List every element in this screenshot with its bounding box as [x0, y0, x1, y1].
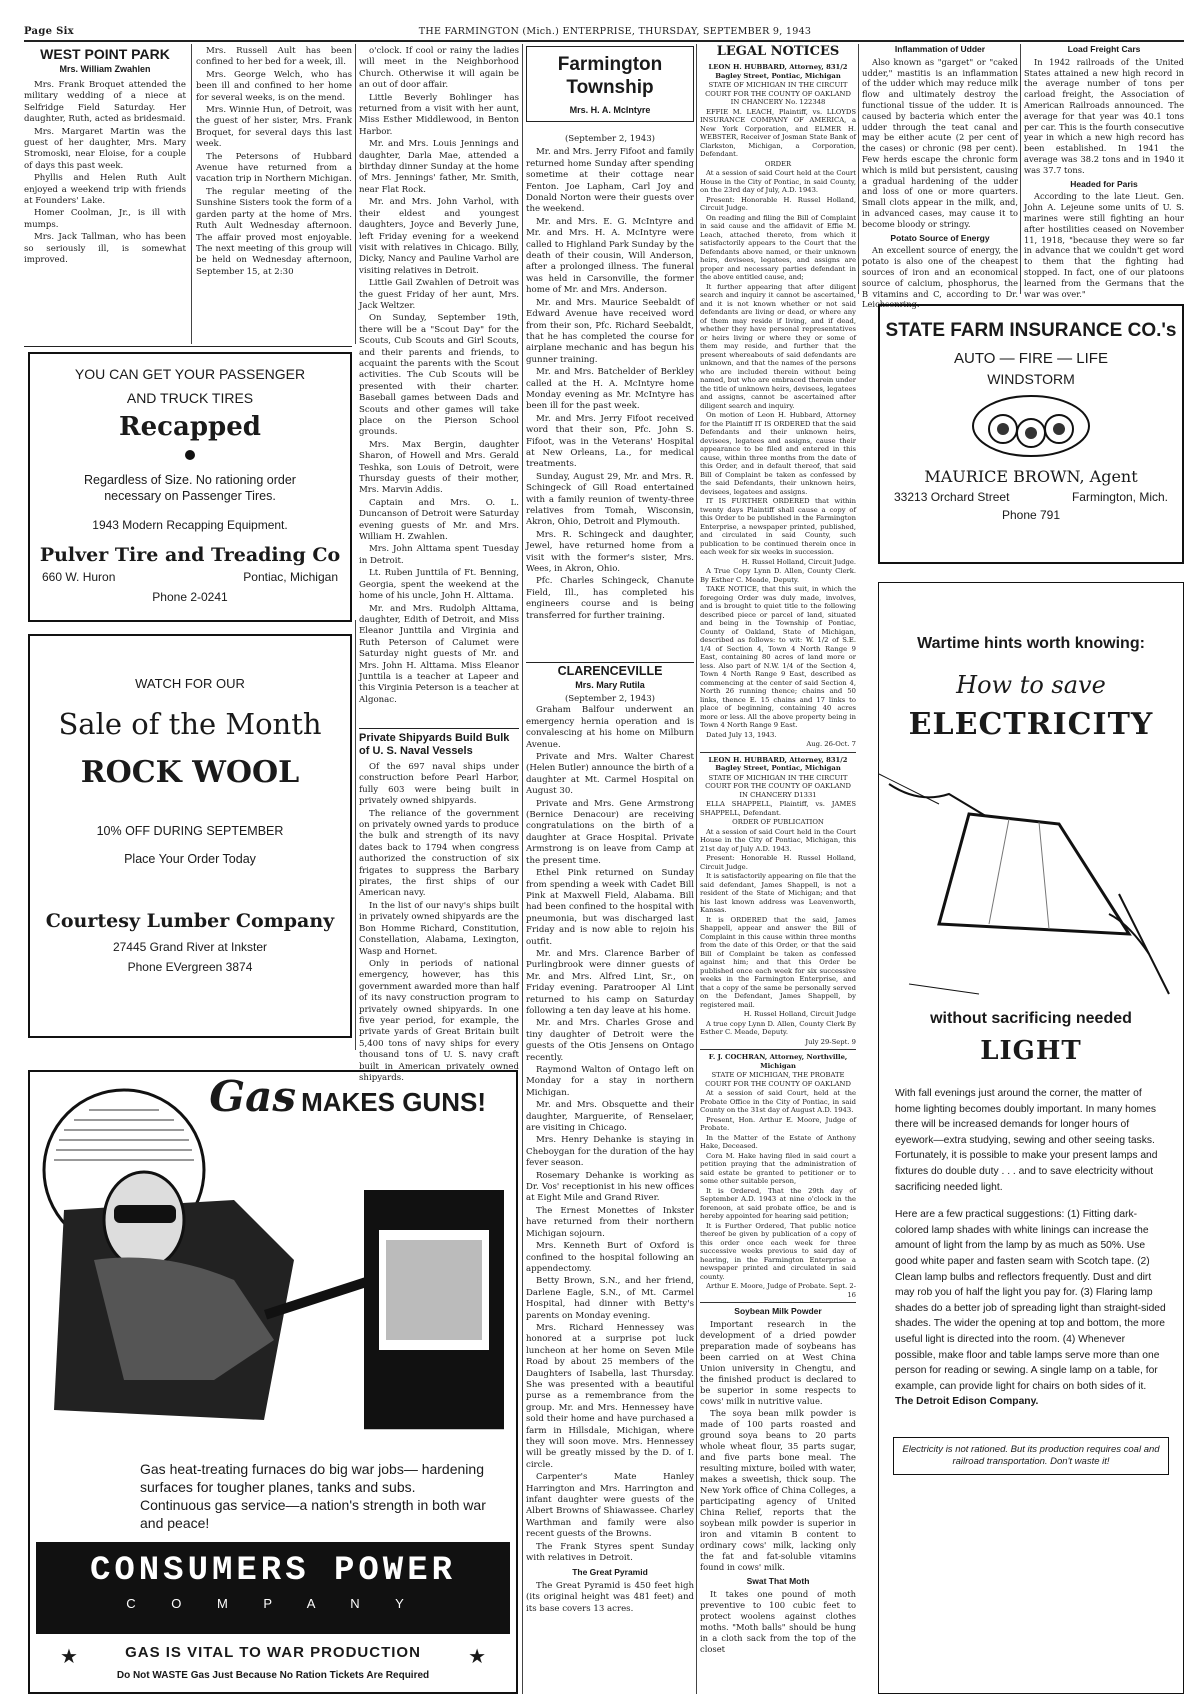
tires-city: Pontiac, Michigan	[243, 570, 338, 584]
insurance-phone: Phone 791	[1001, 508, 1061, 522]
udder-article	[862, 44, 1018, 310]
paragraph: Mr. and Mrs. Jerry Fifoot received word that their son, Pfc. John S. Fifoot, was in the Veterans' Hospital at New Orleans, La., for medical treatments.	[526, 413, 694, 470]
legal-line: At a session of said Court, held at the Probate Office in the City of Pontiac, in said County on the 31st day of August A.D. 1943.	[700, 1089, 856, 1114]
west-point-column-3	[359, 46, 519, 734]
lumber-product: ROCK WOOL	[80, 755, 300, 790]
paragraph: Mr. and Mrs. Louis Jennings and daughter, Darla Mae, attended a birthday dinner Sunday at the home of Mrs. Jennings' father, Mr. Smith, near Flat Rock.	[359, 139, 519, 195]
edison-paragraph-1: With fall evenings just around the corner, the matter of home lighting becomes doubly important. In many homes there will be increased demands for longer hours of eyework—extra studying, sewing and other seeing tasks. Fortunately, it is possible to make your present lamps and fixtures do double duty . . . and to save electricity without sacrificing needed light.	[895, 1088, 1158, 1193]
column-rule	[522, 44, 523, 1694]
star-icon: ★	[60, 1644, 78, 1668]
legal-line: F. J. COCHRAN, Attorney, Northville, Michigan	[708, 1053, 848, 1070]
clarenceville-title: CLARENCEVILLE	[557, 664, 663, 678]
edison-paragraph-2: Here are a few practical suggestions: (1) Fitting dark-colored lamp shades with white linings can increase the amount of light from the lamp by as much as 50%. Use good white paper and fasten seam with Scotch tape. (2) Clean lamp bulbs and reflectors frequently. Dust and dirt may rob you of half the light you pay for. (3) Flaring lamp shades do a better job of spreading light than straight-sided shades. The wider the opening at top and bottom, the more useful light is directed into the room. (4) Whenever possible, make floor and table lamps serve more than one person for reading or sewing. A single lamp on a table, for example, can provide light for chairs on both sides of it.	[895, 1209, 1166, 1392]
legal-line: Dated July 13, 1943.	[706, 730, 777, 739]
paragraph: Important research in the development of a dried powder preparation made of soybeans has been carried on at West China Union university in Chengtu, and the finished product is declared to be superior in some respects to cows' milk in nutritive value.	[700, 1319, 856, 1406]
column-rule	[355, 620, 356, 1050]
paragraph: Mrs. Winnie Hun, of Detroit, was the guest of her sister, Mrs. Frank Broquet, for several days this last week.	[196, 105, 352, 150]
legal-line: Present: Honorable H. Russel Holland, Circuit Judge.	[700, 195, 856, 212]
paragraph: Mrs. Kenneth Burt of Oxford is confined to the hospital following an appendectomy.	[526, 1241, 694, 1274]
tires-line-2: AND TRUCK TIRES	[126, 390, 254, 406]
legal-line: STATE OF MICHIGAN, THE PROBATE COURT FOR THE COUNTY OF OAKLAND	[705, 1071, 851, 1088]
page-number: Page Six	[24, 26, 74, 37]
legal-title: LEGAL NOTICES	[716, 44, 840, 59]
legal-notice-3	[700, 1053, 856, 1299]
paragraph: Mrs. George Welch, who has been ill and confined to her home for several weeks, is on the mend.	[196, 69, 352, 103]
legal-line: Present, Hon. Arthur E. Moore, Judge of Probate.	[700, 1115, 856, 1132]
legal-line: ORDER OF PUBLICATION	[732, 818, 824, 826]
paragraph: On Sunday, September 19th, there will be a "Scout Day" for the Scouts, Cub Scouts and Girl Scouts, and their parents and friends, to acquaint the parents with the Scout activities. The Cub Scouts will be presented with their charter. Baseball games between Dads and Scouts and other games will take place on the Pierson School grounds.	[359, 313, 519, 438]
legal-line: LEON H. HUBBARD, Attorney, 831/2 Bagley Street, Pontiac, Michigan	[708, 63, 848, 80]
column-rule	[858, 44, 859, 294]
legal-line: LEON H. HUBBARD, Attorney, 831/2 Bagley Street, Pontiac, Michigan	[708, 755, 848, 772]
paragraph: Mrs. John Alttama spent Tuesday in Detroit.	[359, 544, 519, 566]
insurance-address-row	[880, 486, 1182, 504]
column-rule	[696, 44, 697, 1694]
paragraph: Mr. and Mrs. Maurice Seebaldt of Edward Avenue have received word from their son, Pfc. Richard Seebaldt, that he has completed the course for airplane mechanic and has begun his gunner training.	[526, 297, 694, 365]
tires-ad	[28, 352, 352, 622]
paragraph: The Frank Styres spent Sunday with relatives in Detroit.	[526, 1541, 694, 1564]
consumers-power-banner	[36, 1542, 510, 1634]
legal-line: H. Russel Holland, Circuit Judge.	[741, 557, 856, 566]
legal-notice-1	[700, 63, 856, 749]
paragraph: Homer Coolman, Jr., is ill with mumps.	[24, 208, 186, 230]
paragraph: Mrs. Henry Dehanke is staying in Cheboygan for the duration of the hay fever season.	[526, 1135, 694, 1169]
section-rule	[526, 662, 694, 663]
lumber-order: Place Your Order Today	[124, 852, 256, 866]
column-rule	[191, 44, 192, 344]
paragraph: An excellent source of energy, the potato is also one of the cheapest sources of iron and an economical source of calcium, phosphorus, the B vitamins and C, according to Dr. Leichsenring.	[862, 245, 1018, 310]
paragraph: Only in periods of national emergency, however, has this government awarded more than half of its navy construction program to privately owned shipyards. In one five year period, for example, the private yards of Great Britain built 5,400 tons of navy ships for every thousand tons of U. S. navy craft built in American privately owned shipyards.	[359, 958, 519, 1083]
freight-title: Load Freight Cars	[1067, 44, 1141, 54]
insurance-lines: AUTO — FIRE — LIFE	[954, 350, 1108, 367]
west-point-body	[24, 80, 186, 267]
paragraph: Rosemary Dehanke is working as Dr. Vos' receptionist in his new offices at Eight Mile and Grand River.	[526, 1170, 694, 1204]
paragraph: Mr. and Mrs. Rudolph Alttama, daughter, Edith of Detroit, and Miss Eleanor Junttila and Virginia and Ruth Peterson of Calumet were Saturday night guests of Mr. and Mrs. John H. Alttama. Miss Eleanor Junttila is a teacher at Lapeer and this Virginia Peterson is a teacher at Algonac.	[359, 603, 519, 705]
legal-line: Present: Honorable H. Russel Holland, Circuit Judge.	[700, 854, 856, 871]
pyramid-text: The Great Pyramid is 450 feet high (its original height was 481 feet) and its base covers 13 acres.	[526, 1580, 694, 1614]
gas-body: Gas heat-treating furnaces do big war jobs— hardening surfaces for tougher planes, tanks and subs. Continuous gas service—a nation's strength in both war and peace!	[140, 1461, 486, 1531]
legal-line: It is Further Ordered, That public notice thereof be given by publication of a copy of this order once each week for three successive weeks previous to said day of hearing, in the Farmington Enterprise a newspaper printed and circulated in said county.	[700, 1221, 856, 1281]
paragraph: The regular meeting of the Sunshine Sisters took the form of a garden party at the home of Mrs. Ruth Ault Wednesday afternoon. The affair proved most enjoyable. The next meeting of this group will be held on Wednesday afternoon, September 15, at 2:30	[196, 186, 352, 277]
soybean-title: Soybean Milk Powder	[734, 1306, 822, 1316]
paragraph: Mrs. Richard Hennessey was honored at a surprise pot luck luncheon at her home on Seven Mile Road by about 25 members of the Daughters of Isabella, last Thursday. She was presented with a beautiful purse as a remembrance from the group. Mr. and Mrs. Hennessey have sold their home and have purchased a farm in Hillsdale, Michigan, where they will soon move. Mrs. Hennessey will be greatly missed by the D. of I. circle.	[526, 1322, 694, 1470]
legal-notice-2	[700, 756, 856, 1047]
legal-notices	[700, 44, 856, 1700]
bullet-icon	[185, 450, 195, 460]
paragraph: Graham Balfour underwent an emergency hernia operation and is convalescing at his home on Milburn Avenue.	[526, 705, 694, 750]
paragraph: Mrs. Margaret Martin was the guest of her daughter, Mrs. Mary Stromoski, near Eloise, for a couple of days this past week.	[24, 126, 186, 171]
legal-line: On motion of Leon H. Hubbard, Attorney for the Plaintiff IT IS ORDERED that the said Defendants and their unknown heirs, devisees, legatees and assigns, cause their appearance to be filed and entered in this cause, within three months from the date of this Order, and in default thereof, that said Bill of Complaint be taken as confessed by the said Defendants, their unknown heirs, devisees, legatees and assigns.	[700, 411, 856, 496]
paragraph: Betty Brown, S.N., and her friend, Darlene Eagle, S.N., of Mt. Carmel Hospital, had dinner with Betty's parents on Monday evening.	[526, 1276, 694, 1321]
paragraph: o'clock. If cool or rainy the ladies will meet in the Neighborhood Church. Otherwise it will again be an out of door affair.	[359, 46, 519, 91]
legal-divider	[700, 752, 856, 753]
paragraph: Mr. and Mrs. Jerry Fifoot and family returned home Sunday after spending sometime at their cottage near Fenton. Joe Lapham, Carl Joy and Donald Norton were their guests over the weekend.	[526, 147, 694, 215]
paragraph: Sunday, August 29, Mr. and Mrs. R. Schingeck of Gill Road entertained with a family reunion of twenty-three relatives from Tomah, Wisconsin, Akron, Ohio, Detroit and Plymouth.	[526, 471, 694, 528]
lumber-company: Courtesy Lumber Company	[45, 910, 335, 932]
freight-article	[1024, 44, 1184, 299]
paragraph: Mrs. Russell Ault has been confined to her bed for a week, ill.	[196, 46, 352, 68]
makes-guns: MAKES GUNS!	[301, 1087, 486, 1117]
paragraph: Mr. and Mrs. E. G. McIntyre and Mr. and Mrs. H. A. McIntyre were called to Highland Park Sunday by the death of their cousin, Will Anderson, after a prolonged illness. The funeral was held in Carsonville, the former home of Mr. and Mrs. Anderson.	[526, 216, 694, 296]
legal-line: It is ORDERED that the said, James Shappell, appear and answer the Bill of Complaint in this cause within three months from the date of this Order, or that the said Bill of Complaint be taken as confessed against him; and that this Order be published once each week for six successive weeks in the Farmington Enterprise, and that a copy of the same be personally served on the Defendant, James Shappell, by registered mail.	[700, 915, 856, 1009]
west-point-column-2	[196, 46, 352, 342]
tires-rationing: Regardless of Size. No rationing order necessary on Passenger Tires.	[84, 473, 296, 503]
insurance-title: STATE FARM INSURANCE CO.'s	[885, 320, 1177, 341]
paragraph: Private and Mrs. Walter Charest (Helen Butler) announce the birth of a daughter at Mt. Carmel Hospital on August 30.	[526, 752, 694, 797]
tires-phone: Phone 2-0241	[152, 590, 228, 604]
star-icon: ★	[468, 1644, 486, 1668]
legal-line: At a session of said Court held at the Court House in the City of Pontiac, in said County, on the 23rd day of July, A.D. 1943.	[700, 169, 856, 194]
paragraph: Mrs. Frank Broquet attended the military wedding of a niece at Selfridge Field Saturday. Her daughter, Ruth, acted as bridesmaid.	[24, 80, 186, 125]
paragraph: In the list of our navy's ships built in privately owned shipyards are the Bon Homme Richard, Constitution, Constellation, Alabama, Lexington, Wasp and Hornet.	[359, 900, 519, 957]
paragraph: Mr. and Mrs. John Varhol, with their eldest and youngest daughters, Joyce and Beverly June, left Friday evening for a weekend visit with relatives in Chicago. Billy, Dicky, Nancy and Pauline Varhol are visiting relatives in Detroit.	[359, 197, 519, 276]
column-rule	[1020, 44, 1021, 294]
state-farm-ad	[878, 304, 1184, 564]
legal-line: ORDER	[764, 159, 792, 168]
state-farm-logo	[971, 393, 1091, 459]
legal-line: It is satisfactorily appearing on file that the said defendant, James Shappell, is not a resident of the State of Michigan; and that his last known address was Leavenworth, Kansas.	[700, 872, 856, 914]
legal-line: ELLA SHAPPELL, Plaintiff, vs. JAMES SHAPPELL, Defendant.	[700, 800, 856, 817]
paragraph: Mr. and Mrs. Batchelder of Berkley called at the H. A. McIntyre home Monday evening as Mr. McIntyre has been ill for the past week.	[526, 367, 694, 412]
brand-company: C O M P A N Y	[126, 1596, 420, 1611]
paragraph: Mrs. R. Schingeck and daughter, Jewel, have returned home from a visit with the former's sister, Mrs. Wees, in Akron, Ohio.	[526, 529, 694, 575]
paragraph: Phyllis and Helen Ruth Ault enjoyed a weekend trip with friends at Founders' Lake.	[24, 173, 186, 207]
potato-title: Potato Source of Energy	[890, 232, 990, 243]
gas-worker-illustration	[34, 1080, 514, 1450]
paragraph: Pfc. Charles Schingeck, Chanute Field, Ill., has completed his engineers course and is being transferred for further training.	[526, 576, 694, 621]
legal-line: Aug. 26-Oct. 7	[806, 740, 856, 748]
legal-line: A True Copy Lynn D. Allen, County Clerk. By Esther C. Meade, Deputy.	[700, 567, 856, 584]
paragraph: The Ernest Monettes of Inkster have returned from their northern Michigan sojourn.	[526, 1205, 694, 1239]
township-title: Farmington Township	[557, 54, 663, 98]
west-point-column-1	[24, 46, 186, 346]
west-point-byline: Mrs. William Zwahlen	[59, 64, 151, 74]
header-rule	[24, 40, 1184, 42]
column-rule	[355, 44, 356, 344]
paragraph: Lt. Ruben Junttila of Ft. Benning, Georgia, spent the weekend at the home of his uncle, John H. Alttama.	[359, 568, 519, 602]
township-byline: Mrs. H. A. McIntyre	[569, 105, 651, 115]
tires-equipment: 1943 Modern Recapping Equipment.	[92, 518, 288, 532]
paragraph: Captain and Mrs. O. L. Duncanson of Detroit were Saturday evening guests of Mr. and Mrs. William H. Zwahlen.	[359, 497, 519, 543]
clarenceville-dateline: (September 2, 1943)	[564, 694, 656, 704]
edison-without: without sacrificing needed	[930, 1010, 1132, 1027]
tires-recapped: Recapped	[119, 412, 261, 442]
lumber-watch: WATCH FOR OUR	[135, 676, 245, 691]
gas-word: Gas	[209, 1072, 296, 1121]
paragraph: Little Beverly Bohlinger has returned from a visit with her aunt, Miss Esther Middlewood, in Benton Harbor.	[359, 92, 519, 137]
paragraph: The reliance of the government on privately owned yards to produce the bulk and strength of its navy dates back to 1794 when congress authorized the construction of six frigates to suppress the Barbary pirates, the first ships of our American navy.	[359, 808, 519, 899]
detroit-edison-ad	[878, 582, 1184, 1694]
insurance-address: 33213 Orchard Street	[894, 490, 1010, 504]
shipyards-title: Private Shipyards Build Bulk of U. S. Naval Vessels	[359, 732, 510, 757]
paragraph: It takes one pound of moth preventive to 100 cubic feet to protect woolens against clothes moths. "Moth balls" should be hung in a cloth sack from the top of the closet	[700, 1589, 856, 1654]
legal-line: In the Matter of the Estate of Anthony Hake, Deceased.	[700, 1133, 856, 1150]
paragraph: Private and Mrs. Gene Armstrong (Bernice Denacour) are receiving congratulations on the birth of a daughter at Grace Hospital. Private Armstrong is on leave from Camp at the present time.	[526, 798, 694, 866]
paragraph: Ethel Pink returned on Sunday from spending a week with Cadet Bill Pink at Maxwell Field, Alabama. Bill had been confined to the hospital with pneumonia, but was discharged last Friday and is now able to rejoin his outfit.	[526, 868, 694, 947]
lumber-discount: 10% OFF DURING SEPTEMBER	[96, 824, 284, 838]
legal-line: At a session of said Court held in the Court House in the City of Pontiac, Michigan, this 21st day of July A.D. 1943.	[700, 827, 856, 853]
legal-divider	[700, 1302, 856, 1303]
paragraph: Carpenter's Mate Hanley Harrington and Mrs. Harrington and infant daughter were guests of the Albert Browns of Shiawassee. Charley Warthman and family were also recent guests of the Browns.	[526, 1472, 694, 1540]
lamp-shade-illustration	[879, 754, 1185, 1004]
west-point-title: WEST POINT PARK	[40, 46, 170, 62]
brand-name: CONSUMERS POWER	[89, 1552, 457, 1590]
lumber-address: 27445 Grand River at Inkster	[112, 940, 268, 954]
lumber-ad	[28, 634, 352, 1038]
lumber-phone: Phone EVergreen 3874	[127, 960, 253, 974]
legal-line: July 29-Sept. 9	[805, 1037, 856, 1046]
township-title-box	[526, 46, 694, 122]
edison-howto: How to save	[956, 671, 1106, 699]
clarenceville-article	[526, 664, 694, 1700]
pyramid-title: The Great Pyramid	[572, 1567, 648, 1578]
paragraph: Mrs. Max Bergin, daughter Sharon, of Howell and Mrs. Gerald Teshka, son Louis of Detroit, were Thursday guests of their mother, Mrs. Marvin Addis.	[359, 439, 519, 496]
legal-line: Arthur E. Moore, Judge of Probate. Sept. 2-16	[706, 1282, 856, 1299]
legal-divider	[700, 1049, 856, 1050]
paragraph: Raymond Walton of Ontago left on Monday for a stay in northern Michigan.	[526, 1065, 694, 1098]
township-dateline: (September 2, 1943)	[564, 134, 656, 144]
legal-line: It is Ordered, That the 29th day of September A.D. 1943 at nine o'clock in the forenoon, at said probate office, be and is hereby appointed for hearing said petition;	[700, 1186, 856, 1220]
tires-address-row	[30, 566, 350, 584]
edison-note: Electricity is not rationed. But its production requires coal and railroad transportation. Don't waste it!	[893, 1437, 1169, 1475]
insurance-city: Farmington, Mich.	[1071, 490, 1168, 504]
soybean-article	[700, 1306, 856, 1655]
legal-line: H. Russel Holland, Circuit Judge	[743, 1010, 856, 1018]
section-rule	[24, 346, 352, 347]
legal-line: TAKE NOTICE, that this suit, in which the foregoing Order was duly made, involves, and is brought to quiet title to the following described piece or parcel of land, situated and being in the Township of Pontiac, County of Oakland, State of Michigan, described as follows: to wit: W. 1/2 of S.E. 1/4 of Section 4, Town 4 North Range 9 East, containing 80 acres of land more or less. Also part of N.W. 1/4 of the Section 4, Town 4 North Range 9 East, described as commencing at the center of said Section 4, North 26 running thence; chains and 50 links, thence E. 15 chains and 17 links to place of beginning, containing 40 acres more or less. All the above property being in Town 4 North Range 9 East.	[700, 585, 856, 729]
legal-line: STATE OF MICHIGAN IN THE CIRCUIT COURT FOR THE COUNTY OF OAKLAND IN CHANCERY D1331	[705, 773, 851, 799]
legal-line: Cora M. Hake having filed in said court a petition praying that the administration of said estate be granted to petitioner or to some other suitable person,	[700, 1151, 856, 1185]
paragraph: Little Gail Zwahlen of Detroit was the guest Friday of her aunt, Mrs. Jack Weltzer.	[359, 278, 519, 311]
insurance-agent: MAURICE BROWN, Agent	[924, 467, 1138, 486]
legal-line: IT IS FURTHER ORDERED that within twenty days Plaintiff shall cause a copy of this Order to be published in the Farmington Enterprise, a newspaper printed, published, and circulated in said County, such publication to be continued therein once in each week for six weeks in succession.	[700, 497, 856, 556]
paragraph: According to the late Lieut. Gen. John A. Lejeune some units of U. S. marines were still fighting an hour after hostilities ceased on November 11, 1918, "because they were so far in advance that we couldn't get word to them that the fighting had stopped. In fact, one of our platoons learned from the Germans that the war was over."	[1024, 191, 1184, 299]
paragraph: Of the 697 naval ships under construction before Pearl Harbor, fully 603 were being built in privately owned shipyards.	[359, 762, 519, 807]
edison-company: The Detroit Edison Company.	[895, 1396, 1039, 1408]
clarenceville-byline: Mrs. Mary Rutila	[575, 680, 645, 690]
edison-electricity: ELECTRICITY	[908, 707, 1154, 742]
paragraph: Also known as "garget" or "caked udder," mastitis is an inflammation of the udder which may reduce milk flow and ultimately destroy the functional tissue of the udder. It is caused by bacteria which enter the udder through the teat canal and may be either acute (2 per cent of the cases) or chronic (98 per cent). Few herds escape the chronic form which is mild but persistent, causing a gradual hardening of the udder and loss of one or more quarters. Small clots appear in the milk, and, in advanced cases, may cause it to become bloody or stringy.	[862, 56, 1018, 229]
gas-slogan: GAS IS VITAL TO WAR PRODUCTION	[125, 1644, 421, 1661]
insurance-windstorm: WINDSTORM	[987, 371, 1075, 387]
consumers-power-ad	[28, 1070, 518, 1694]
udder-title: Inflammation of Udder	[894, 44, 986, 54]
legal-line: On reading and filing the Bill of Complaint in said cause and the affidavit of Effie M. Leach, attached thereto, from which it satisfactorily appears to the Court that the Defendants above named, or their unknown heirs, devisees, legatees, and assigns are proper and necessary parties defendant in the above entitled cause, and;	[700, 213, 856, 281]
paragraph: In 1942 railroads of the United States attained a new high record in the average number of tons per carload freight, the Association of American Railroads announced. The average for that year was 40.1 tons per car. This is the fourth consecutive year in which a new high record has been established. In 1941 the average was 38.2 tons and in 1940 it was 37.7 tons.	[1024, 56, 1184, 175]
tires-company: Pulver Tire and Treading Co	[39, 544, 341, 566]
paragraph: Mr. and Mrs. Obsquette and their daughter, Marguerite, of Renselaer, are visiting in Chicago.	[526, 1100, 694, 1134]
legal-line: A true copy Lynn D. Allen, County Clerk By Esther C. Meade, Deputy.	[700, 1019, 856, 1036]
paragraph: Mr. and Mrs. Charles Grose and tiny daughter of Detroit were the guests of the Otis Jensens on Ontago recently.	[526, 1018, 694, 1063]
gas-footer: Do Not WASTE Gas Just Because No Ration Tickets Are Required	[116, 1670, 430, 1681]
lumber-sale: Sale of the Month	[58, 707, 322, 741]
paragraph: The Petersons of Hubbard Avenue have returned from a vacation trip in Northern Michigan.	[196, 151, 352, 185]
township-article	[526, 46, 694, 756]
paris-title: Headed for Paris	[1070, 178, 1138, 189]
moth-title: Swat That Moth	[746, 1576, 810, 1586]
tires-address: 660 W. Huron	[42, 570, 116, 584]
paragraph: Mr. and Mrs. Clarence Barber of Purlingbrook were dinner guests of Mr. and Mrs. Alfred Lint, Sr., on Friday evening. Paratrooper Al Lint returned to his camp on Saturday following a ten day leave at his home.	[526, 948, 694, 1016]
legal-line: EFFIE M. LEACH, Plaintiff, vs. LLOYDS INSURANCE COMPANY OF AMERICA, a New York Corporation, and ELMER H. WEBSTER, Receiver of Josman State Bank of Clarkston, Michigan, a Corporation, Defendant.	[700, 107, 856, 158]
section-rule	[359, 728, 519, 729]
paragraph: Mrs. Jack Tallman, who has been so seriously ill, is somewhat improved.	[24, 232, 186, 266]
tires-line-1: YOU CAN GET YOUR PASSENGER	[74, 366, 306, 382]
edison-headline: Wartime hints worth knowing:	[917, 635, 1145, 652]
legal-line: STATE OF MICHIGAN IN THE CIRCUIT COURT FOR THE COUNTY OF OAKLAND IN CHANCERY No. 122348	[705, 81, 851, 106]
masthead: THE FARMINGTON (Mich.) ENTERPRISE, THURSDAY, SEPTEMBER 9, 1943	[418, 26, 812, 37]
shipyards-article	[359, 732, 519, 1083]
legal-line: It further appearing that after diligent search and inquiry it cannot be ascertained, and it is not known whether or not said defendants are living or dead, or where any of them may reside if living, and if dead, whether they have personal representatives or heirs living or where they or some of them may reside, and further that the present whereabouts of said defendants are unknown, and that the names of the persons who are included therein without being named, but who are embraced therein under the title of unknown heirs, devisees, legatees and assigns, cannot be ascertained after diligent search and inquiry.	[700, 282, 856, 410]
edison-light: LIGHT	[980, 1036, 1082, 1066]
paragraph: The soya bean milk powder is made of 100 parts roasted and ground soya beans to 20 parts whole wheat flour, 35 parts sugar, and five parts bone meal. The resulting mixture, boiled with water, makes a sweetish, thick soup. The New York office of China Colleges, a participating agency of United China Relief, reports that the soybean milk powder is superior in iron and vitamin B content to ordinary cows' milk, lacking only the fat and fat-soluble vitamins found in cows' milk.	[700, 1408, 856, 1572]
